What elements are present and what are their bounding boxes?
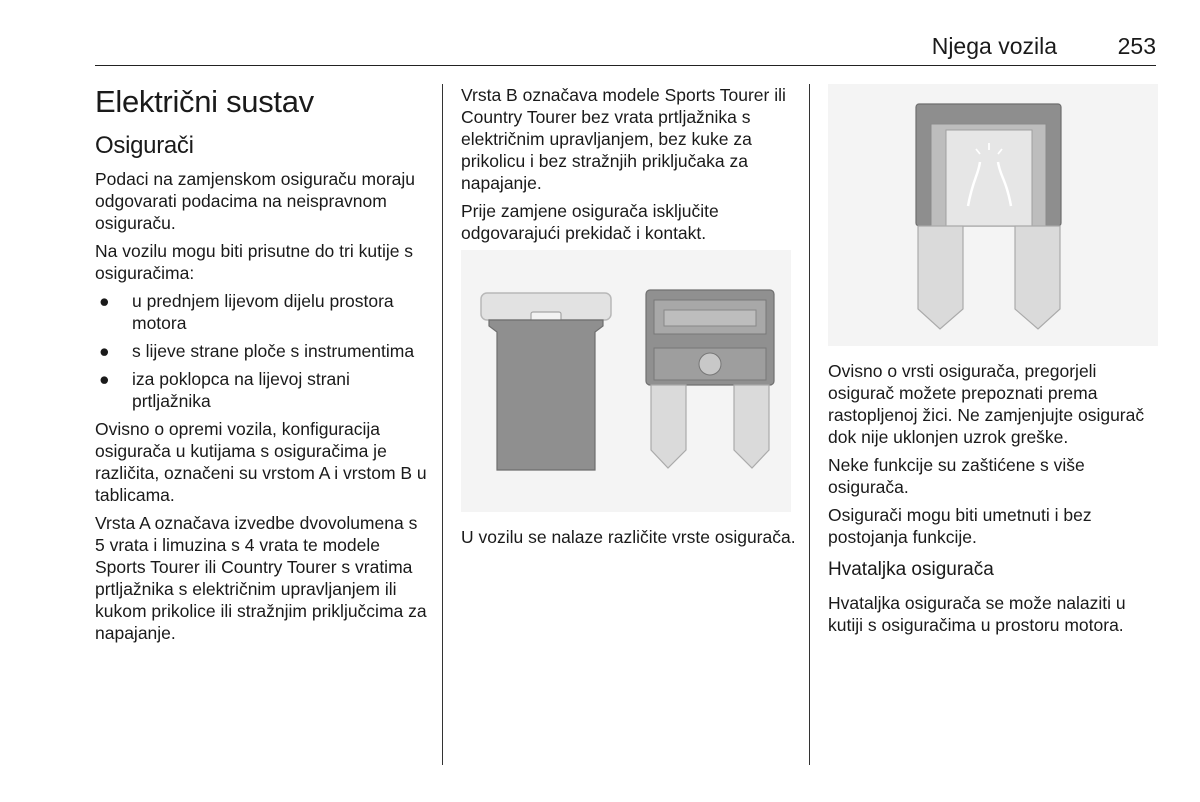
paragraph: Podaci na zamjenskom osiguraču moraju odgovarati podacima na neispravnom osiguraču. (95, 169, 416, 233)
column-divider (809, 84, 810, 765)
blown-fuse-illustration-svg (828, 84, 1158, 346)
paragraph: Hvataljka osigurača se može nalaziti u kutiji s osiguračima u prostoru motora. (828, 593, 1126, 635)
chapter-title: Električni sustav (95, 84, 314, 119)
list-item: ● iza poklopca na lijevoj strani prtljažnika (99, 369, 350, 411)
paragraph: Neke funkcije su zaštićene s više osigurača. (828, 455, 1085, 497)
column-divider (442, 84, 443, 765)
paragraph: Vrsta A označava izvedbe dvovolumena s 5 vrata i limuzina s 4 vrata te modele Sports Tourer ili Country Tourer s vratima prtljažnika s električnim upravljanjem ili kukom prikolice ili stražnjim priključcima za napajanje. (95, 513, 427, 643)
list-item: ● s lijeve strane ploče s instrumentima (99, 341, 415, 361)
bullet-icon: ● (99, 291, 110, 311)
paragraph: Prije zamjene osigurača isključite odgovarajući prekidač i kontakt. (461, 201, 719, 243)
paragraph: Ovisno o vrsti osigurača, pregorjeli osigurač možete prepoznati prema rastopljenoj žici. Ne zamjenjujte osigurač dok nije uklonjen uzrok greške. (828, 361, 1145, 447)
list-item: ● u prednjem lijevom dijelu prostora motora (99, 291, 394, 333)
page-header (95, 33, 1156, 66)
subsection-heading: Hvataljka osigurača (828, 559, 994, 580)
paragraph: Na vozilu mogu biti prisutne do tri kutije s osiguračima: (95, 241, 414, 283)
section-title: Njega vozila (931, 33, 1057, 59)
paragraph: Ovisno o opremi vozila, konfiguracija osigurača u kutijama s osiguračima je različita, označeni su vrstom A i vrstom B u tablicama. (95, 419, 427, 505)
blown-fuse-illustration (828, 84, 1158, 346)
bullet-list (95, 290, 430, 412)
paragraph: Osigurači mogu biti umetnuti i bez postojanja funkcije. (828, 505, 1092, 547)
section-heading: Osigurači (95, 132, 194, 159)
fuse-types-illustration-svg (461, 250, 791, 512)
column-3 (828, 84, 1163, 642)
column-1 (95, 84, 430, 650)
fuse-types-illustration (461, 250, 791, 512)
column-2 (461, 84, 796, 554)
bullet-icon: ● (99, 341, 110, 361)
paragraph: U vozilu se nalaze različite vrste osigurača. (461, 527, 796, 547)
paragraph: Vrsta B označava modele Sports Tourer ili Country Tourer bez vrata prtljažnika s električnim upravljanjem, bez kuke za prikolicu i bez stražnjih priključaka za napajanje. (461, 85, 786, 193)
bullet-icon: ● (99, 369, 110, 389)
page-number: 253 (1117, 33, 1156, 59)
